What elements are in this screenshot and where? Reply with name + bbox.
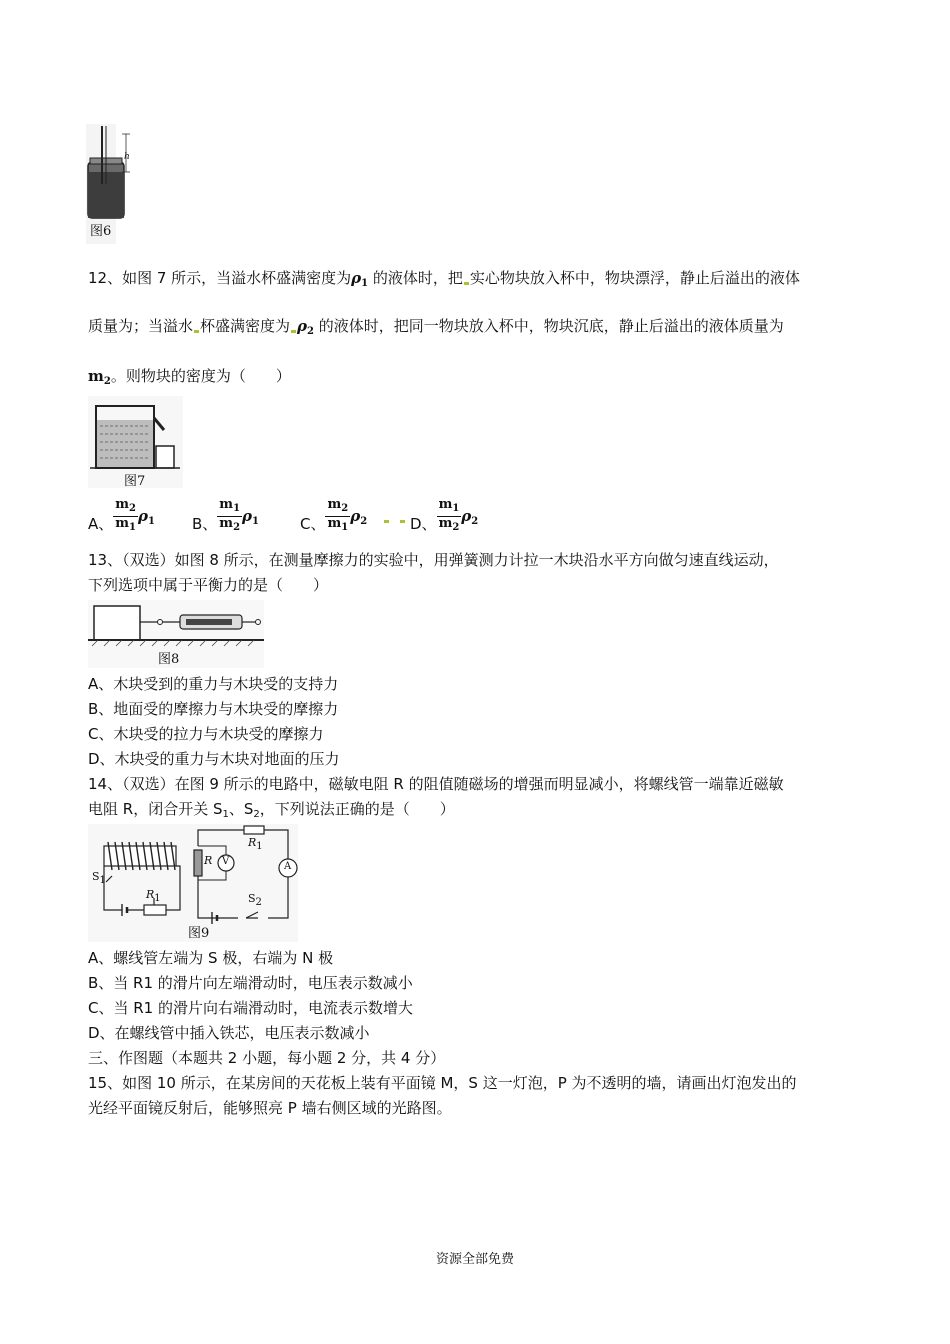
page-footer: 资源全部免费 bbox=[435, 1252, 514, 1267]
figure-7-caption: 图7 bbox=[124, 474, 146, 489]
figure-9 bbox=[88, 824, 298, 942]
q12-option-d[interactable]: D、 $\frac{m_1}{m_2}$ $\rho_2$ bbox=[410, 497, 479, 533]
figure-9-label-r1-bottom: R1 bbox=[146, 888, 161, 904]
q12-line-2: 质量为；当溢水 杯盛满密度为 $\rho_2$ 的液体时，把同一物块放入杯中，物块沉底，静止后溢出的液体质量为 bbox=[88, 317, 784, 337]
q13-option-b[interactable]: B、地面受的摩擦力与木块受的摩擦力 bbox=[88, 700, 339, 718]
figure-6 bbox=[84, 124, 134, 244]
edit-mark bbox=[464, 282, 469, 285]
q13-line-1: 13、（双选）如图 8 所示，在测量摩擦力的实验中，用弹簧测力计拉一木块沿水平方向做匀速直线运动， bbox=[88, 551, 779, 569]
q12-option-b[interactable]: B、 $\frac{m_1}{m_2}$ $\rho_1$ bbox=[192, 497, 259, 533]
q13-option-c[interactable]: C、木块受的拉力与木块受的摩擦力 bbox=[88, 725, 324, 743]
q15-line-2: 光经平面镜反射后，能够照亮 P 墙右侧区域的光路图。 bbox=[88, 1099, 452, 1117]
section-3-heading: 三、作图题（本题共 2 小题，每小题 2 分，共 4 分） bbox=[88, 1049, 446, 1067]
m2-symbol: $m_2$ bbox=[88, 367, 111, 387]
figure-9-label-s2: S2 bbox=[248, 892, 262, 908]
q14-line-2: 电阻 R，闭合开关 $S_1$、$S_2$，下列说法正确的是（ ） bbox=[88, 800, 455, 820]
fraction: $\frac{m_1}{m_2}$ bbox=[438, 497, 460, 533]
figure-9-label-v: V bbox=[222, 856, 230, 867]
rho-1-symbol: $\rho_1$ bbox=[351, 269, 369, 289]
figure-6-caption: 图6 bbox=[90, 224, 112, 239]
figure-7 bbox=[88, 396, 183, 488]
q12-line-3: $m_2$。则物块的密度为（ ） bbox=[88, 367, 291, 387]
q14-option-d[interactable]: D、在螺线管中插入铁芯，电压表示数减小 bbox=[88, 1024, 370, 1042]
q12-line-1: 12、如图 7 所示，当溢水杯盛满密度为$\rho_1$ 的液体时，把 实心物块放入杯中，物块漂浮，静止后溢出的液体 bbox=[88, 269, 800, 289]
rho-2-symbol: $\rho_2$ bbox=[297, 317, 314, 337]
figure-9-label-a: A bbox=[284, 861, 292, 872]
fraction: $\frac{m_1}{m_2}$ bbox=[219, 497, 241, 533]
q12-option-a[interactable]: A、 $\frac{m_2}{m_1}$ $\rho_1$ bbox=[88, 497, 155, 533]
q13-line-2: 下列选项中属于平衡力的是（ ） bbox=[88, 576, 329, 594]
figure-9-caption: 图9 bbox=[188, 926, 210, 941]
q13-option-a[interactable]: A、木块受到的重力与木块受的支持力 bbox=[88, 675, 339, 693]
figure-9-label-r1-top: R1 bbox=[248, 836, 263, 852]
edit-mark bbox=[291, 330, 296, 333]
q14-line-1: 14、（双选）在图 9 所示的电路中，磁敏电阻 R 的阻值随磁场的增强而明显减小，将螺线管一端靠近磁敏 bbox=[88, 775, 784, 793]
figure-8 bbox=[88, 600, 264, 668]
edit-mark bbox=[400, 520, 405, 523]
q14-option-a[interactable]: A、螺线管左端为 S 极，右端为 N 极 bbox=[88, 949, 334, 967]
edit-mark bbox=[384, 520, 389, 523]
fraction: $\frac{m_2}{m_1}$ bbox=[115, 497, 136, 533]
figure-9-label-r: R bbox=[204, 854, 213, 867]
q15-line-1: 15、如图 10 所示，在某房间的天花板上装有平面镜 M，S 这一灯泡，P 为不透明的墙，请画出灯泡发出的 bbox=[88, 1074, 797, 1092]
figure-9-label-s1: S1 bbox=[92, 870, 106, 886]
q14-option-b[interactable]: B、当 R1 的滑片向左端滑动时，电压表示数减小 bbox=[88, 974, 413, 992]
fraction: $\frac{m_2}{m_1}$ bbox=[327, 497, 349, 533]
q13-option-d[interactable]: D、木块受的重力与木块对地面的压力 bbox=[88, 750, 340, 768]
figure-6-h-label: h bbox=[124, 152, 130, 162]
figure-8-caption: 图8 bbox=[158, 652, 180, 667]
q14-option-c[interactable]: C、当 R1 的滑片向右端滑动时，电流表示数增大 bbox=[88, 999, 413, 1017]
q12-option-c[interactable]: C、 $\frac{m_2}{m_1}$ $\rho_2$ bbox=[300, 498, 406, 535]
edit-mark bbox=[194, 330, 199, 333]
